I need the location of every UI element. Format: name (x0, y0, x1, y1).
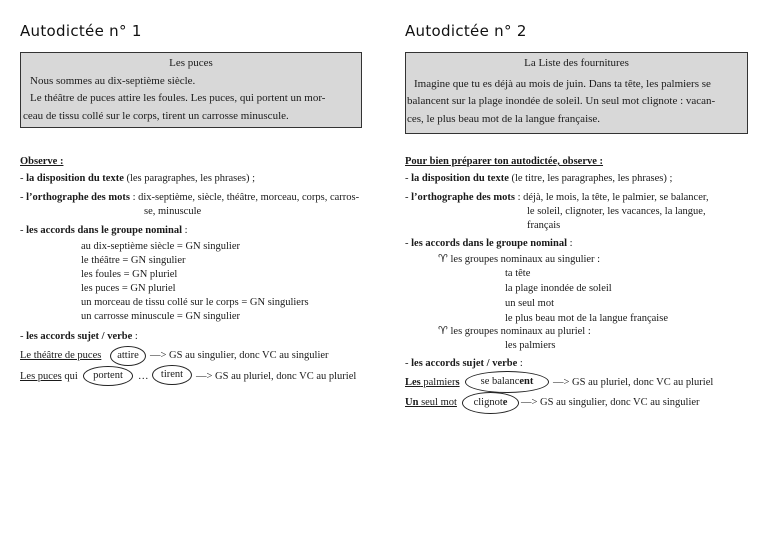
example-subject: Les puces qui (20, 371, 78, 382)
gn-item: les foules = GN pluriel (81, 269, 178, 280)
item-orthographe-cont: se, minuscule (144, 206, 202, 217)
gn-item: un seul mot (505, 298, 554, 309)
box-line: Le théâtre de puces attire les foules. Les puces, qui portent un mor- (30, 92, 326, 104)
gn-item: la plage inondée de soleil (505, 283, 612, 294)
gn-item: un morceau de tissu collé sur le corps = GN singuliers (81, 297, 309, 308)
item-accords-gn: - les accords dans le groupe nominal : (405, 238, 573, 249)
example-subject: Un seul mot (405, 397, 457, 408)
example-result: —> GS au singulier, donc VC au singulier (150, 350, 329, 361)
box-line: ces, le plus beau mot de la langue française. (407, 112, 601, 125)
box-line: ceau de tissu collé sur le corps, tirent un carrosse minuscule. (23, 109, 289, 122)
gn-list (81, 240, 309, 324)
item-disposition: - la disposition du texte (les paragraphes, les phrases) ; (20, 173, 256, 184)
example-result: —> GS au pluriel, donc VC au pluriel (553, 377, 714, 388)
verb-oval: se balancent (465, 371, 549, 393)
verb-oval: clignote (462, 392, 519, 414)
plural-heading: ♈ les groupes nominaux au pluriel : (438, 324, 591, 337)
example-result: —> GS au singulier, donc VC au singulier (521, 397, 700, 408)
sing-list (505, 266, 668, 326)
gn-item: un carrosse minuscule = GN singulier (81, 311, 241, 322)
observe-heading: Observe : (20, 156, 64, 167)
item-disposition: - la disposition du texte (le titre, les paragraphes, les phrases) ; (405, 173, 673, 184)
verb-oval: tirent (152, 365, 192, 385)
text-box-liste-fournitures (405, 52, 748, 134)
item-orthographe: - l’orthographe des mots : déjà, le mois, la tête, le palmier, se balancer, (405, 192, 709, 203)
title-autodictee-1: Autodictée n° 1 (20, 22, 142, 40)
observe-heading: Pour bien préparer ton autodictée, observe : (405, 156, 604, 167)
box-title: Les puces (169, 57, 213, 69)
title-autodictee-2: Autodictée n° 2 (405, 22, 527, 40)
item-accords-sv: - les accords sujet / verbe : (405, 358, 523, 369)
gn-item: les palmiers (505, 340, 556, 351)
ellipsis: … (138, 371, 149, 382)
gn-item: ta tête (505, 268, 531, 279)
item-orthographe-cont: français (527, 220, 561, 231)
item-orthographe-cont: le soleil, clignoter, les vacances, la langue, (527, 206, 706, 217)
example-result: —> GS au pluriel, donc VC au pluriel (196, 371, 357, 382)
item-accords-gn: - les accords dans le groupe nominal : (20, 225, 188, 236)
text-box-les-puces (20, 52, 362, 128)
aries-symbol-icon: ♈ (438, 252, 448, 265)
gn-item: le théâtre = GN singulier (81, 255, 186, 266)
gn-item: les puces = GN pluriel (81, 283, 176, 294)
example-subject: Le théâtre de puces (20, 350, 102, 361)
box-line: balancent sur la plage inondée de soleil. Un seul mot clignote : vacan- (407, 95, 716, 107)
gn-item: au dix-septième siècle = GN singulier (81, 241, 241, 252)
box-line: Nous sommes au dix-septième siècle. (30, 74, 196, 87)
gn-item: le plus beau mot de la langue française (505, 313, 668, 324)
aries-symbol-icon: ♈ (438, 324, 448, 337)
verb-oval: attire (110, 346, 146, 366)
box-line: Imagine que tu es déjà au mois de juin. Dans ta tête, les palmiers se (414, 77, 711, 90)
box-title: La Liste des fournitures (524, 57, 629, 69)
item-orthographe: - l’orthographe des mots : dix-septième, siècle, théâtre, morceau, corps, carros- (20, 192, 360, 203)
example-subject: Les palmiers (405, 377, 460, 388)
item-accords-sv: - les accords sujet / verbe : (20, 331, 138, 342)
singular-heading: ♈ les groupes nominaux au singulier : (438, 252, 601, 265)
verb-oval: portent (83, 366, 133, 386)
